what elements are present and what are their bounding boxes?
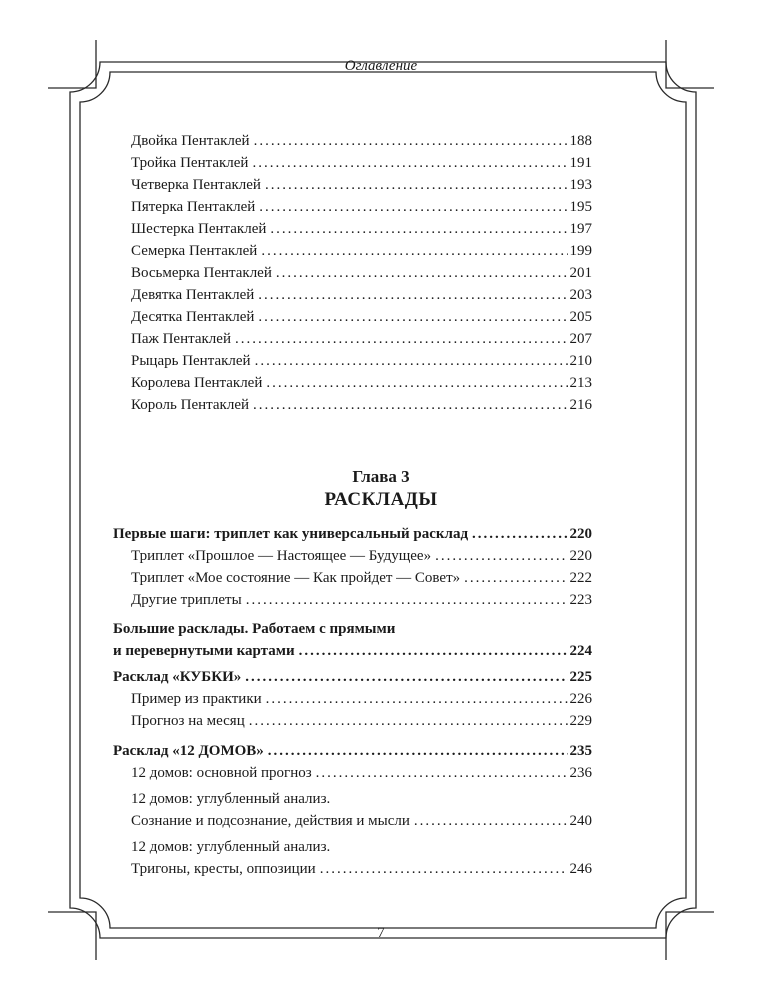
- houses-section-heading: [113, 740, 592, 762]
- toc-section-entry[interactable]: Расклад «12 ДОМОВ» ..... 235: [113, 740, 592, 762]
- leader-dots: [266, 688, 568, 710]
- houses-toc-list: [131, 762, 592, 880]
- toc-entry[interactable]: Триплет «Прошлое — Настоящее — Будущее» ..... 220: [131, 545, 592, 567]
- leader-dots: [435, 545, 567, 567]
- toc-entry-line: 12 домов: углубленный анализ.: [131, 791, 331, 807]
- toc-section-entry[interactable]: и перевернутыми картами ..... 224: [113, 640, 592, 662]
- triplets-toc-list: [131, 545, 592, 611]
- toc-entry[interactable]: Паж Пентаклей ..... 207: [131, 328, 592, 350]
- toc-entry[interactable]: Тройка Пентаклей ..... 191: [131, 152, 592, 174]
- leader-dots: [414, 810, 568, 832]
- cups-section-heading: [113, 666, 592, 688]
- leader-dots: [266, 372, 567, 394]
- running-head: Оглавление: [344, 58, 418, 74]
- leader-dots: [299, 640, 568, 662]
- toc-section-line: Большие расклады. Работаем с прямыми: [113, 621, 396, 637]
- toc-entry[interactable]: Другие триплеты ..... 223: [131, 589, 592, 611]
- leader-dots: [245, 666, 567, 688]
- leader-dots: [464, 567, 567, 589]
- leader-dots: [320, 858, 568, 880]
- toc-entry[interactable]: 12 домов: основной прогноз ..... 236: [131, 762, 592, 784]
- toc-entry[interactable]: Прогноз на месяц ..... 229: [131, 710, 592, 732]
- toc-entry-line: 12 домов: углубленный анализ.: [131, 839, 331, 855]
- leader-dots: [255, 350, 568, 372]
- toc-section-entry[interactable]: Расклад «КУБКИ» ..... 225: [113, 666, 592, 688]
- toc-entry[interactable]: Шестерка Пентаклей ..... 197: [131, 218, 592, 240]
- leader-dots: [258, 306, 567, 328]
- leader-dots: [265, 174, 568, 196]
- toc-entry[interactable]: Король Пентаклей ..... 216: [131, 394, 592, 416]
- leader-dots: [254, 130, 568, 152]
- leader-dots: [249, 710, 568, 732]
- pentacles-toc-list: [131, 130, 592, 416]
- toc-entry[interactable]: Рыцарь Пентаклей ..... 210: [131, 350, 592, 372]
- toc-entry[interactable]: Тригоны, кресты, оппозиции ..... 246: [131, 858, 592, 880]
- leader-dots: [316, 762, 568, 784]
- leader-dots: [235, 328, 568, 350]
- toc-entry[interactable]: Триплет «Мое состояние — Как пройдет — Совет» ..... 222: [131, 567, 592, 589]
- toc-entry[interactable]: Четверка Пентаклей ..... 193: [131, 174, 592, 196]
- leader-dots: [268, 740, 568, 762]
- toc-entry[interactable]: Сознание и подсознание, действия и мысли ..... 240: [131, 810, 592, 832]
- chapter-number: Глава 3: [352, 467, 410, 486]
- toc-entry[interactable]: Семерка Пентаклей ..... 199: [131, 240, 592, 262]
- toc-entry[interactable]: Королева Пентаклей ..... 213: [131, 372, 592, 394]
- leader-dots: [259, 196, 567, 218]
- chapter-title: РАСКЛАДЫ: [324, 489, 438, 510]
- big-spreads-section: [113, 618, 592, 662]
- toc-section-entry[interactable]: Первые шаги: триплет как универсальный расклад ..... 220: [113, 523, 592, 545]
- cups-toc-list: [131, 688, 592, 732]
- leader-dots: [276, 262, 568, 284]
- toc-entry[interactable]: Восьмерка Пентаклей ..... 201: [131, 262, 592, 284]
- leader-dots: [270, 218, 567, 240]
- toc-entry[interactable]: Пятерка Пентаклей ..... 195: [131, 196, 592, 218]
- toc-entry[interactable]: Девятка Пентаклей ..... 203: [131, 284, 592, 306]
- leader-dots: [246, 589, 568, 611]
- toc-entry[interactable]: Пример из практики ..... 226: [131, 688, 592, 710]
- leader-dots: [472, 523, 567, 545]
- leader-dots: [258, 284, 567, 306]
- triplets-section-heading: [113, 523, 592, 545]
- page-number: 7: [377, 925, 385, 941]
- leader-dots: [261, 240, 567, 262]
- leader-dots: [253, 394, 567, 416]
- toc-entry[interactable]: Десятка Пентаклей ..... 205: [131, 306, 592, 328]
- leader-dots: [252, 152, 567, 174]
- toc-entry[interactable]: Двойка Пентаклей ..... 188: [131, 130, 592, 152]
